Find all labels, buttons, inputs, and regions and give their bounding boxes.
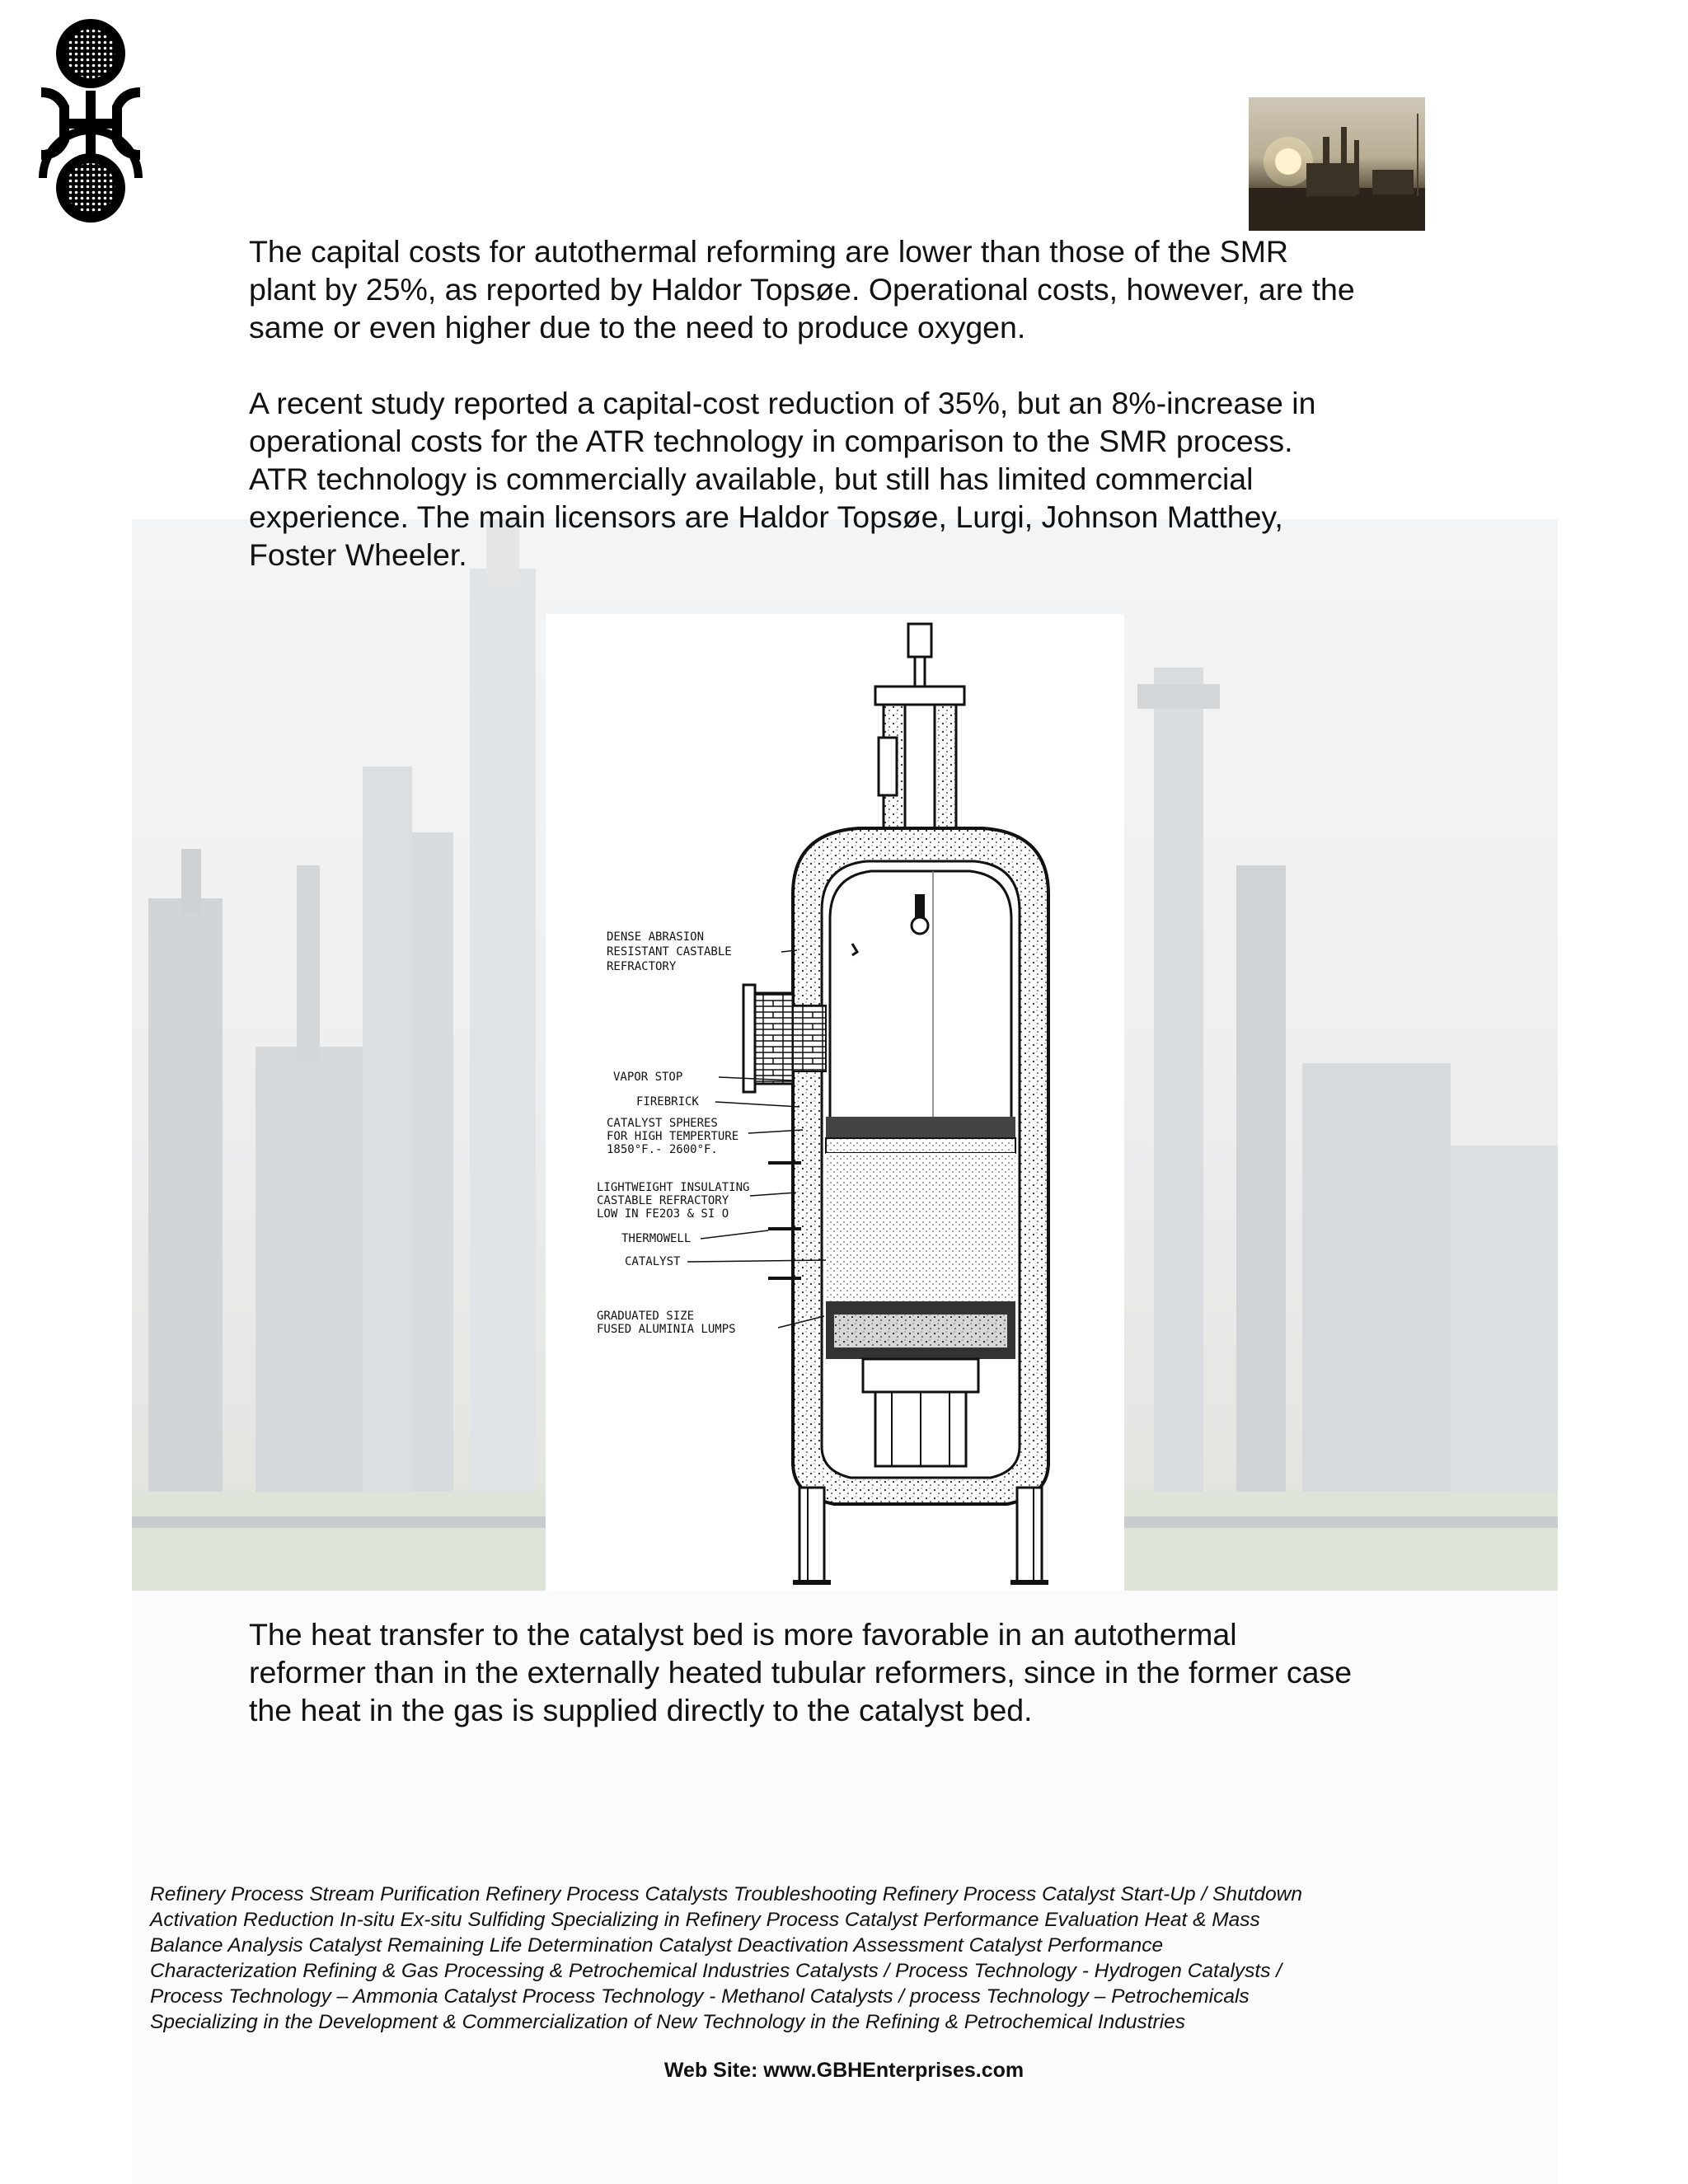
reactor-diagram — [546, 614, 1124, 1591]
label-low-iron-silica: LOW IN FE2O3 & SI O — [597, 1207, 729, 1221]
top-nozzle — [908, 624, 931, 657]
label-graduated-size: GRADUATED SIZE — [597, 1310, 695, 1323]
footer-services-text: Refinery Process Stream Purification Refinery Process Catalysts Troubleshooting Refinery Process Catalyst Start-Up / Shutdown Activation Reduction In-situ Ex-situ Sulfiding Specializing in Refinery Process Catalyst Performance Evaluation Heat & Mass Balance Analysis Catalyst Remaining Life Determination Catalyst Deactivation Assessment Catalyst Performance Characterization Refining & Gas Processing & Petrochemical Industries Catalysts / Process Technology - Hydrogen Catalysts / Process Technology – Ammonia Catalyst Process Technology - Methanol Catalysts / process Technology – Petrochemicals Specializing in the Development & Commercialization of New Technology in the Refining & Petrochemical Industries — [150, 1883, 1302, 2033]
label-temperature-range: 1850°F.- 2600°F. — [607, 1143, 718, 1156]
reactor-leg-right — [1017, 1488, 1042, 1582]
label-catalyst: CATALYST — [625, 1255, 681, 1268]
paragraph-capital-costs: The capital costs for autothermal reforming are lower than those of the SMR plant by 25%, as reported by Haldor Topsøe. Operational costs, however, are the same or even higher due to the need to produce oxygen. — [249, 234, 1355, 344]
label-dense-abrasion: DENSE ABRASION — [607, 930, 705, 944]
label-catalyst-spheres: CATALYST SPHERES — [607, 1117, 718, 1130]
label-firebrick: FIREBRICK — [636, 1095, 699, 1108]
paragraph-recent-study: A recent study reported a capital-cost reduction of 35%, but an 8%-increase in operational costs for the ATR technology in comparison to the SMR process. ATR technology is commercially available, but still has limited commercial experience. The main licensors are Haldor Topsøe, Lurgi, Johnson Matthey, Foster Wheeler. — [249, 386, 1316, 572]
label-thermowell: THERMOWELL — [621, 1232, 692, 1245]
company-logo-icon — [33, 16, 148, 223]
label-fused-alumina: FUSED ALUMINIA LUMPS — [597, 1323, 736, 1336]
paragraph-heat-transfer: The heat transfer to the catalyst bed is more favorable in an autothermal reformer than in the externally heated tubular reformers, since in the former case the heat in the gas is supplied directly to the catalyst bed. — [249, 1617, 1353, 1727]
reactor-leg-left — [799, 1488, 824, 1582]
label-resistant-castable: RESISTANT CASTABLE — [607, 945, 732, 958]
footer-website: Web Site: www.GBHEnterprises.com — [663, 2059, 1025, 2082]
side-manway — [750, 993, 793, 1084]
label-lightweight-insulating: LIGHTWEIGHT INSULATING — [597, 1181, 750, 1194]
catalyst-bed — [826, 1153, 1015, 1301]
label-refractory: REFRACTORY — [607, 960, 677, 973]
label-high-temperature: FOR HIGH TEMPERTURE — [607, 1130, 739, 1143]
label-vapor-stop: VAPOR STOP — [613, 1071, 683, 1084]
refinery-sunset-photo — [1249, 97, 1425, 231]
label-castable-refractory: CASTABLE REFRACTORY — [597, 1194, 729, 1207]
